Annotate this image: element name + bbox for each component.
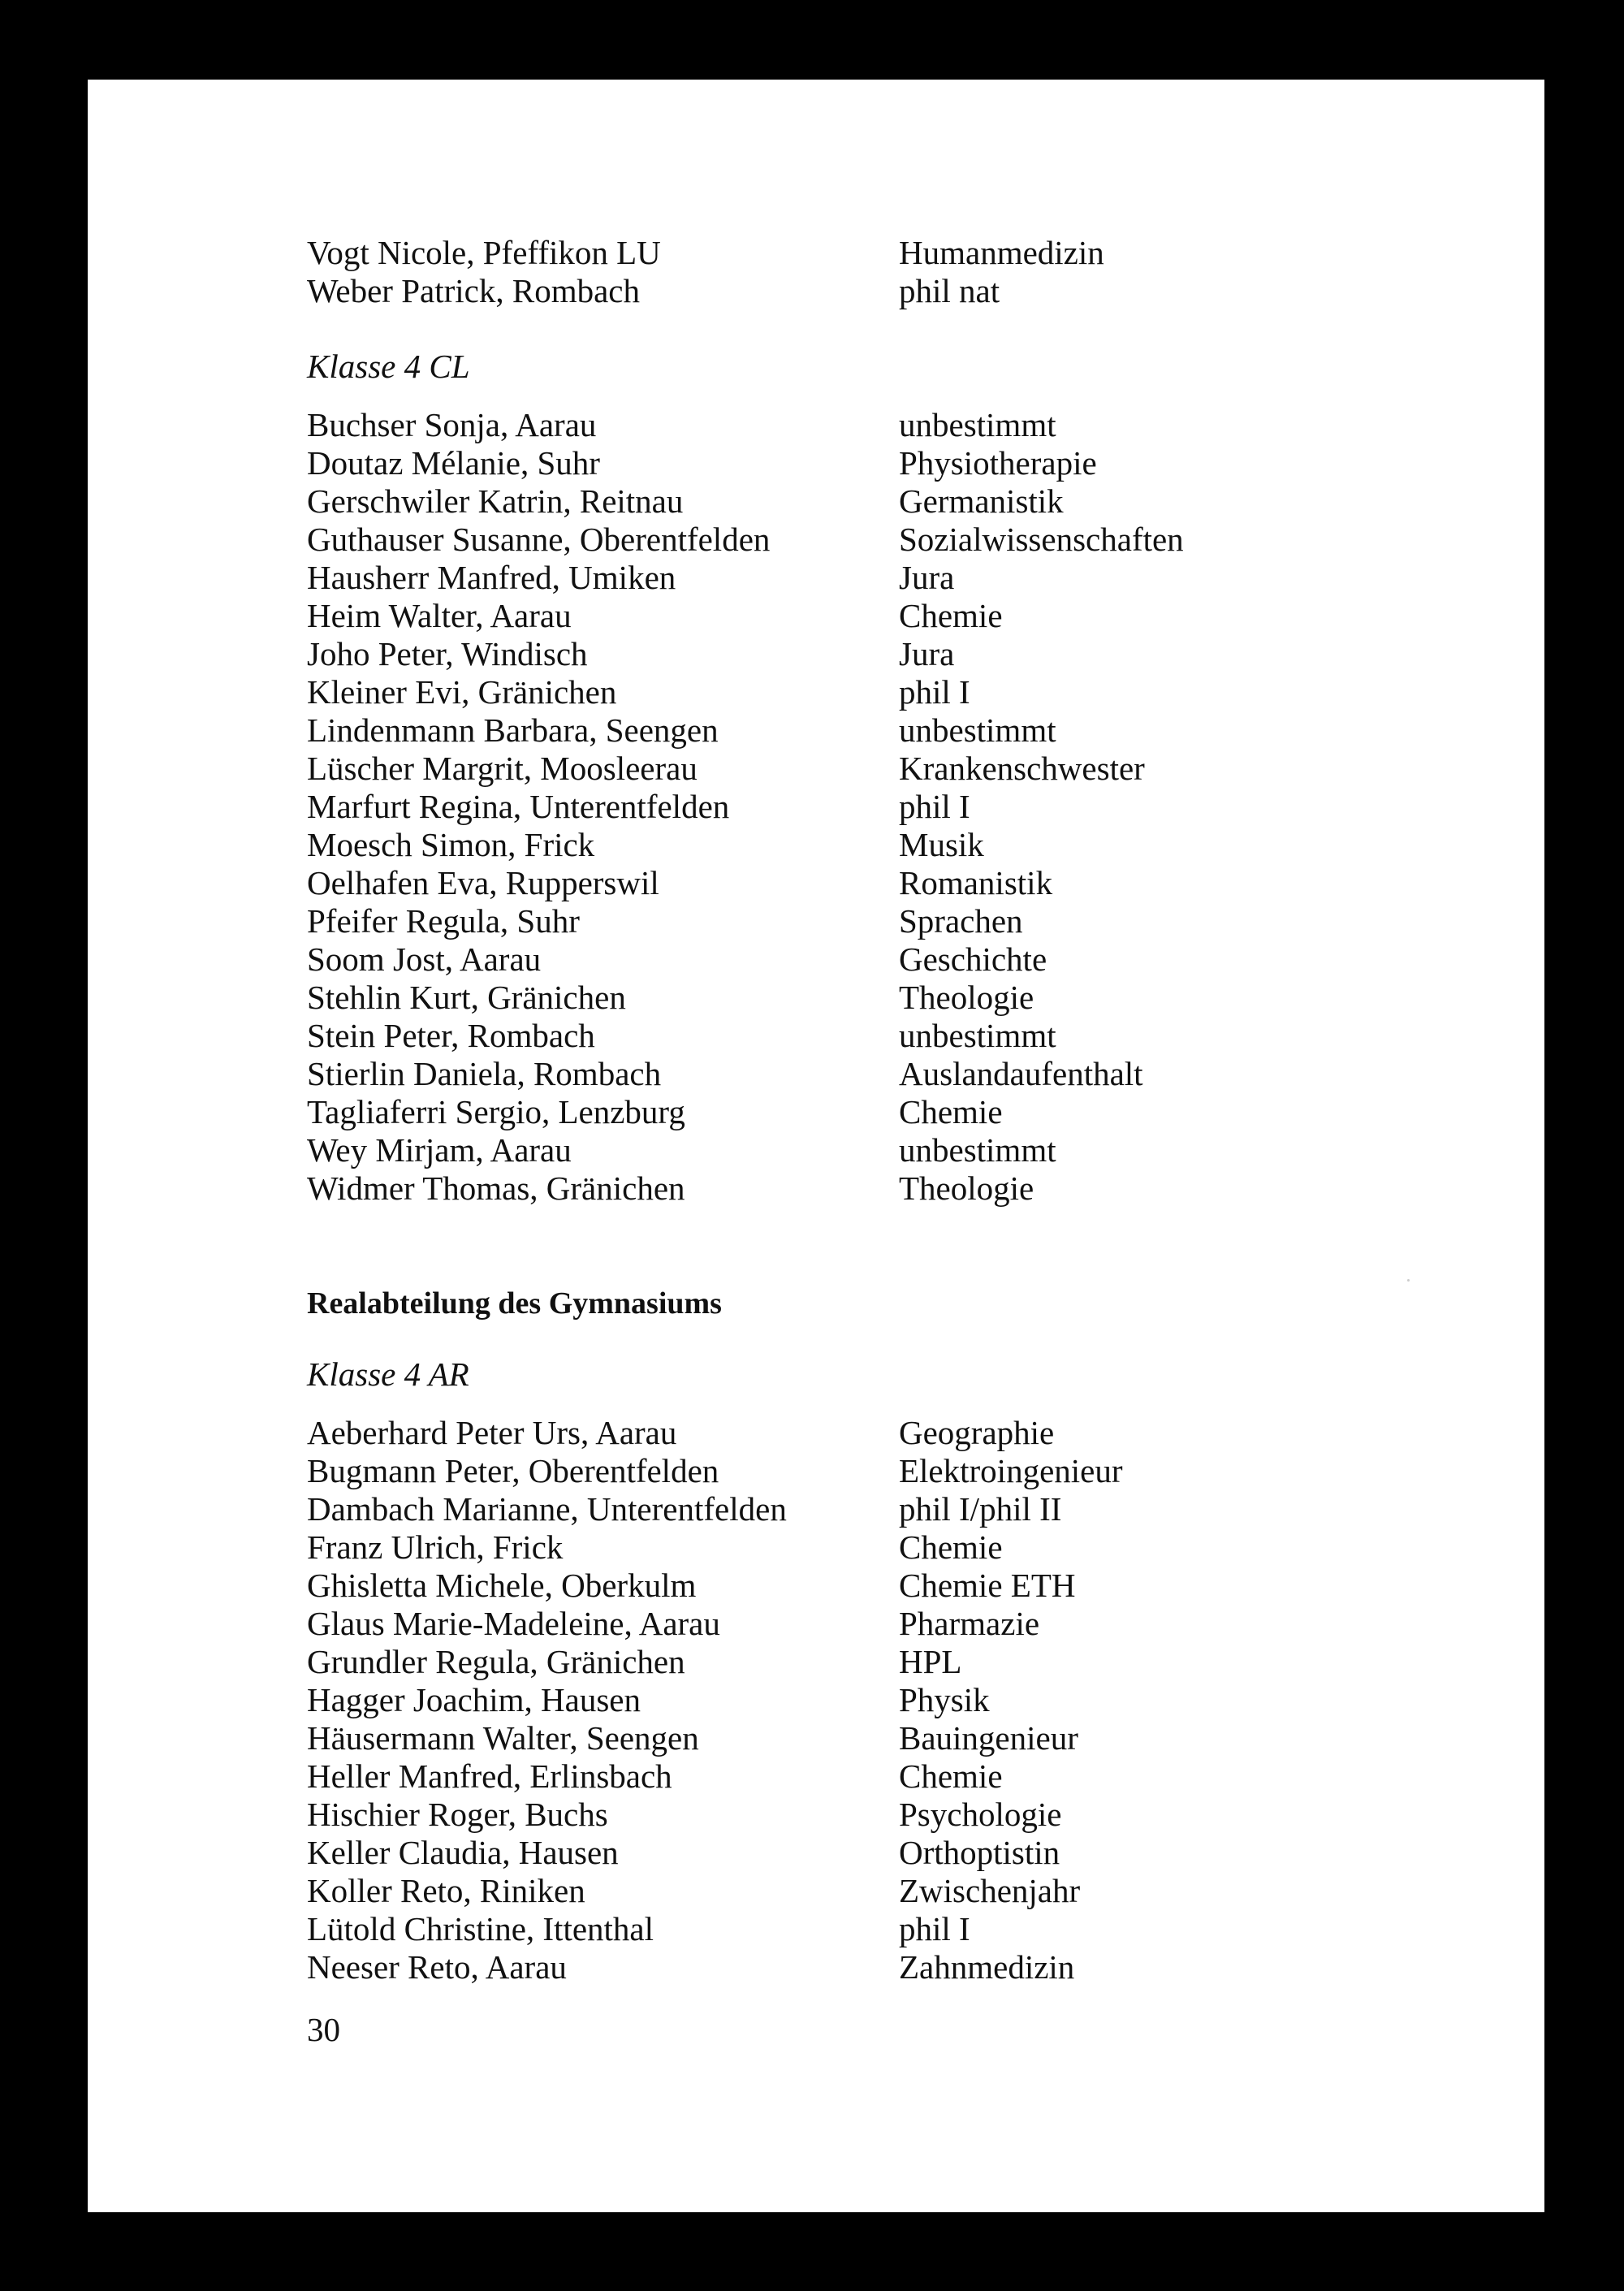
student-subject: Germanistik [899,482,1064,520]
student-name: Häusermann Walter, Seengen [307,1719,699,1757]
student-row [307,559,1363,597]
student-subject: Krankenschwester [899,750,1145,787]
student-subject: Chemie ETH [899,1567,1076,1604]
student-row [307,1528,1363,1567]
student-row [307,521,1363,559]
student-name: Lüscher Margrit, Moosleerau [307,750,698,787]
student-row [307,1872,1363,1910]
student-subject: unbestimmt [899,711,1056,749]
student-name: Soom Jost, Aarau [307,940,542,978]
student-name: Stein Peter, Rombach [307,1017,595,1054]
student-name: Hagger Joachim, Hausen [307,1681,641,1718]
student-row [307,750,1363,788]
student-subject: Jura [899,635,955,672]
student-name: Doutaz Mélanie, Suhr [307,444,600,482]
student-name: Lindenmann Barbara, Seengen [307,711,719,749]
student-row [307,1834,1363,1872]
student-name: Grundler Regula, Gränichen [307,1643,685,1680]
student-row [307,1093,1363,1131]
student-row [307,1605,1363,1643]
page-number: 30 [307,2011,340,2048]
student-name: Gerschwiler Katrin, Reitnau [307,482,684,520]
student-row [307,1169,1363,1208]
student-row [307,1567,1363,1605]
document-page [88,80,1544,2212]
student-name: Joho Peter, Windisch [307,635,588,672]
student-name: Hischier Roger, Buchs [307,1796,608,1833]
top-student-list [307,234,1363,310]
student-subject: Theologie [899,1169,1034,1207]
student-name: Ghisletta Michele, Oberkulm [307,1567,697,1604]
class-heading-4ar: Klasse 4 AR [307,1355,469,1393]
student-row [307,1796,1363,1834]
student-row [307,1017,1363,1055]
student-row [307,864,1363,902]
student-name: Widmer Thomas, Gränichen [307,1169,685,1207]
student-subject: Chemie [899,597,1003,634]
student-row [307,1490,1363,1528]
student-name: Franz Ulrich, Frick [307,1528,564,1566]
student-subject: Geschichte [899,940,1047,978]
student-subject: Humanmedizin [899,234,1104,271]
student-row [307,673,1363,711]
student-name: Keller Claudia, Hausen [307,1834,619,1871]
student-subject: phil nat [899,272,1000,309]
student-row [307,1414,1363,1452]
class-heading-4cl: Klasse 4 CL [307,348,470,385]
section-heading-realabteilung: Realabteilung des Gymnasiums [307,1286,722,1321]
student-row [307,1055,1363,1093]
student-subject: unbestimmt [899,1017,1056,1054]
student-subject: Pharmazie [899,1605,1040,1642]
student-subject: Orthoptistin [899,1834,1060,1871]
student-row [307,788,1363,826]
student-row [307,902,1363,940]
student-row [307,1948,1363,1986]
student-subject: HPL [899,1643,962,1680]
page-content [307,234,1363,2049]
student-name: Weber Patrick, Rombach [307,272,640,309]
student-name: Hausherr Manfred, Umiken [307,559,676,596]
student-subject: phil I [899,788,970,825]
student-row [307,272,1363,310]
student-name: Moesch Simon, Frick [307,826,595,863]
student-row [307,1910,1363,1948]
student-subject: Elektroingenieur [899,1452,1123,1489]
student-row [307,1131,1363,1169]
student-name: Stehlin Kurt, Gränichen [307,979,626,1016]
student-row [307,234,1363,272]
student-subject: Sozialwissenschaften [899,521,1184,558]
student-subject: unbestimmt [899,406,1056,443]
student-name: Heller Manfred, Erlinsbach [307,1757,672,1795]
student-row [307,940,1363,979]
student-subject: Chemie [899,1757,1003,1795]
student-subject: Chemie [899,1093,1003,1130]
class-4cl-list [307,406,1363,1208]
student-name: Stierlin Daniela, Rombach [307,1055,662,1092]
student-row [307,1452,1363,1490]
student-row [307,826,1363,864]
student-name: Dambach Marianne, Unterentfelden [307,1490,787,1528]
student-name: Koller Reto, Riniken [307,1872,585,1909]
student-row [307,406,1363,444]
student-row [307,482,1363,521]
student-name: Tagliaferri Sergio, Lenzburg [307,1093,685,1130]
student-subject: Physik [899,1681,990,1718]
student-name: Neeser Reto, Aarau [307,1948,567,1986]
student-subject: unbestimmt [899,1131,1056,1169]
student-subject: Zwischenjahr [899,1872,1081,1909]
student-name: Glaus Marie-Madeleine, Aarau [307,1605,720,1642]
student-name: Aeberhard Peter Urs, Aarau [307,1414,677,1451]
student-subject: phil I [899,1910,970,1947]
student-subject: Auslandaufenthalt [899,1055,1143,1092]
student-subject: Psychologie [899,1796,1062,1833]
student-name: Heim Walter, Aarau [307,597,572,634]
student-name: Vogt Nicole, Pfeffikon LU [307,234,661,271]
student-name: Guthauser Susanne, Oberentfelden [307,521,771,558]
student-row [307,597,1363,635]
student-row [307,979,1363,1017]
student-subject: Sprachen [899,902,1023,940]
student-subject: Physiotherapie [899,444,1097,482]
student-name: Bugmann Peter, Oberentfelden [307,1452,719,1489]
student-subject: Theologie [899,979,1034,1016]
student-name: Kleiner Evi, Gränichen [307,673,617,711]
student-subject: Jura [899,559,955,596]
student-subject: Geographie [899,1414,1055,1451]
student-row [307,1719,1363,1757]
student-name: Wey Mirjam, Aarau [307,1131,572,1169]
student-row [307,444,1363,482]
student-name: Buchser Sonja, Aarau [307,406,597,443]
student-row [307,711,1363,750]
student-subject: phil I/phil II [899,1490,1062,1528]
student-subject: Chemie [899,1528,1003,1566]
scan-dust-speck [1407,1279,1410,1282]
student-name: Marfurt Regina, Unterentfelden [307,788,730,825]
student-subject: Romanistik [899,864,1053,901]
student-subject: phil I [899,673,970,711]
student-subject: Bauingenieur [899,1719,1078,1757]
student-row [307,1681,1363,1719]
student-subject: Zahnmedizin [899,1948,1075,1986]
student-name: Lütold Christine, Ittenthal [307,1910,654,1947]
class-4ar-list [307,1414,1363,1986]
student-subject: Musik [899,826,984,863]
student-name: Oelhafen Eva, Rupperswil [307,864,659,901]
student-row [307,635,1363,673]
student-row [307,1757,1363,1796]
student-name: Pfeifer Regula, Suhr [307,902,580,940]
student-row [307,1643,1363,1681]
